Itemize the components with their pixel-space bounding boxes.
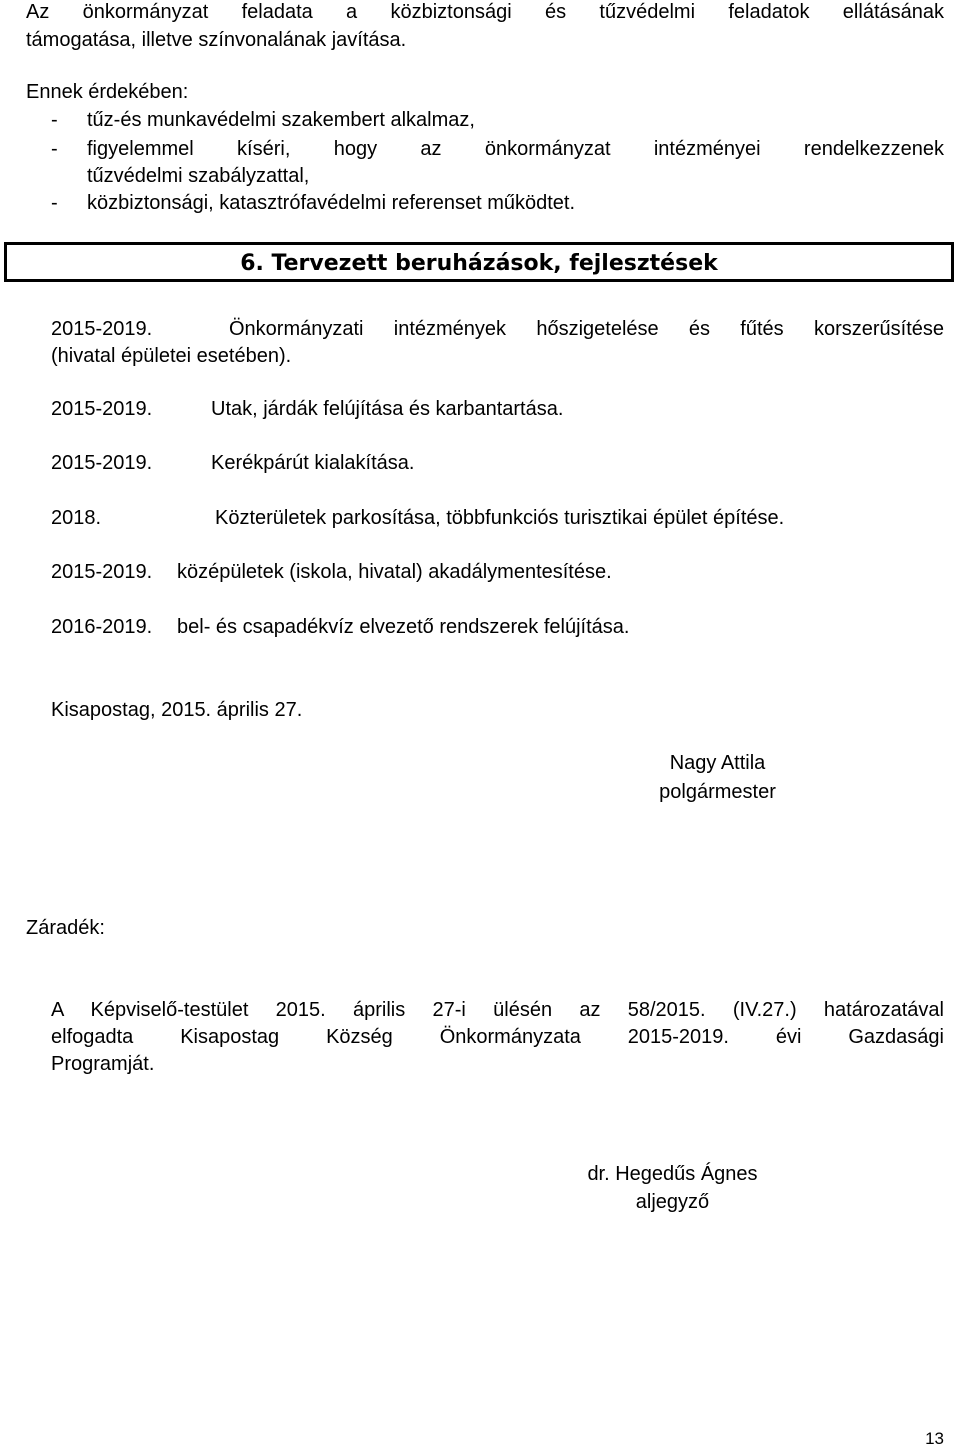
- plan-text: Utak, járdák felújítása és karbantartása.: [211, 398, 564, 420]
- intro-item-2-line-1: figyelemmel kíséri, hogy az önkormányzat intézményei rendelkezzenek: [87, 138, 944, 160]
- plan-text: középületek (iskola, hivatal) akadálymentesítése.: [177, 561, 612, 583]
- section-heading-box: [4, 242, 954, 282]
- plan-period: 2015-2019.: [51, 318, 153, 340]
- plan-text-line-1: Önkormányzati intézmények hőszigetelése és fűtés korszerűsítése: [229, 318, 944, 340]
- signatory-title: polgármester: [659, 781, 776, 803]
- intro-item-3: közbiztonsági, katasztrófavédelmi referenset működtet.: [87, 192, 576, 214]
- plan-text-line-2: (hivatal épületei esetében).: [51, 345, 292, 367]
- plan-period: 2018.: [51, 507, 102, 529]
- intro-line-2: támogatása, illetve színvonalának javítása.: [26, 29, 407, 51]
- plan-text: bel- és csapadékvíz elvezető rendszerek felújítása.: [177, 616, 630, 638]
- intro-item-1: tűz-és munkavédelmi szakembert alkalmaz,: [87, 109, 475, 131]
- signatory-title: aljegyző: [635, 1191, 710, 1213]
- clause-line-1: A Képviselő-testület 2015. április 27-i ülésén az 58/2015. (IV.27.) határozatával: [51, 999, 944, 1021]
- bullet-dash: -: [51, 138, 58, 160]
- intro-heading: Ennek érdekében:: [26, 81, 189, 103]
- clause-line-3: Programját.: [51, 1053, 155, 1075]
- page-number: 13: [925, 1429, 944, 1448]
- plan-period: 2015-2019.: [51, 398, 153, 420]
- intro-line-1: Az önkormányzat feladata a közbiztonsági és tűzvédelmi feladatok ellátásának: [26, 1, 944, 23]
- bullet-dash: -: [51, 109, 58, 131]
- signatory-name: Nagy Attila: [669, 752, 766, 774]
- bullet-dash: -: [51, 192, 58, 214]
- plan-period: 2015-2019.: [51, 452, 153, 474]
- clause-label: Záradék:: [26, 917, 105, 939]
- plan-text: Kerékpárút kialakítása.: [211, 452, 415, 474]
- plan-period: 2015-2019.: [51, 561, 153, 583]
- intro-item-2-line-2: tűzvédelmi szabályzattal,: [87, 165, 310, 187]
- plan-text: Közterületek parkosítása, többfunkciós turisztikai épület építése.: [215, 507, 785, 529]
- section-title: 6. Tervezett beruházások, fejlesztések: [240, 251, 718, 276]
- signatory-name: dr. Hegedűs Ágnes: [587, 1163, 758, 1185]
- clause-line-2: elfogadta Kisapostag Község Önkormányzata 2015-2019. évi Gazdasági: [51, 1026, 944, 1048]
- place-date: Kisapostag, 2015. április 27.: [51, 699, 303, 721]
- plan-period: 2016-2019.: [51, 616, 153, 638]
